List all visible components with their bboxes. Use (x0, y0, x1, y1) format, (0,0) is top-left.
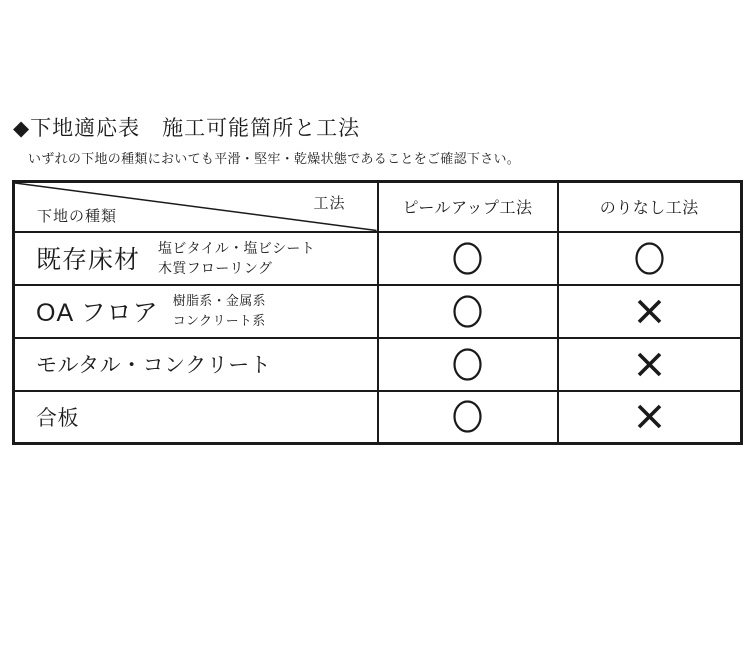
table-row (14, 232, 742, 285)
corner-cell (14, 182, 378, 232)
cross-icon (637, 404, 662, 429)
peelup-mark-cell (378, 338, 558, 391)
substrate-label: モルタル・コンクリート (36, 354, 272, 377)
substrate-sublabel-line: 塩ビタイル・塩ビシート (158, 240, 316, 256)
noglue-mark-cell (558, 285, 742, 338)
substrate-sublabel-line: コンクリート系 (172, 313, 266, 328)
corner-method-label: 工法 (313, 195, 346, 212)
table-row (14, 391, 742, 444)
noglue-mark-cell (558, 391, 742, 444)
substrate-sublabel (173, 291, 266, 331)
table-row (14, 338, 742, 391)
circle-icon (453, 295, 482, 328)
circle-icon (453, 400, 482, 433)
header-row (14, 182, 742, 232)
substrate-sublabel-line: 木質フローリング (158, 260, 273, 276)
column-header-peelup: ピールアップ工法 (378, 182, 558, 232)
cross-icon (637, 299, 662, 324)
noglue-mark-cell (558, 232, 742, 285)
substrate-cell (14, 338, 378, 391)
page-title: ◆下地適応表 施工可能箇所と工法 (13, 117, 361, 140)
column-header-noglue: のりなし工法 (558, 182, 742, 232)
substrate-cell (14, 232, 378, 285)
peelup-mark-cell (378, 285, 558, 338)
noglue-mark-cell (558, 338, 742, 391)
circle-icon (453, 348, 482, 381)
circle-icon (635, 242, 664, 275)
peelup-mark-cell (378, 232, 558, 285)
substrate-compatibility-table (12, 180, 743, 445)
circle-icon (453, 242, 482, 275)
table-row (14, 285, 742, 338)
substrate-cell (14, 285, 378, 338)
cross-icon (637, 352, 662, 377)
substrate-label: 既存床材 (36, 246, 141, 274)
peelup-mark-cell (378, 391, 558, 444)
corner-substrate-label: 下地の種類 (37, 207, 118, 225)
substrate-sublabel-line: 樹脂系・金属系 (172, 293, 266, 308)
substrate-sublabel (158, 238, 315, 278)
substrate-cell (14, 391, 378, 444)
substrate-label: 合板 (36, 406, 79, 430)
page-subtitle: いずれの下地の種類においても平滑・堅牢・乾燥状態であることをご確認下さい。 (28, 151, 521, 166)
substrate-label: OA フロア (36, 299, 159, 327)
